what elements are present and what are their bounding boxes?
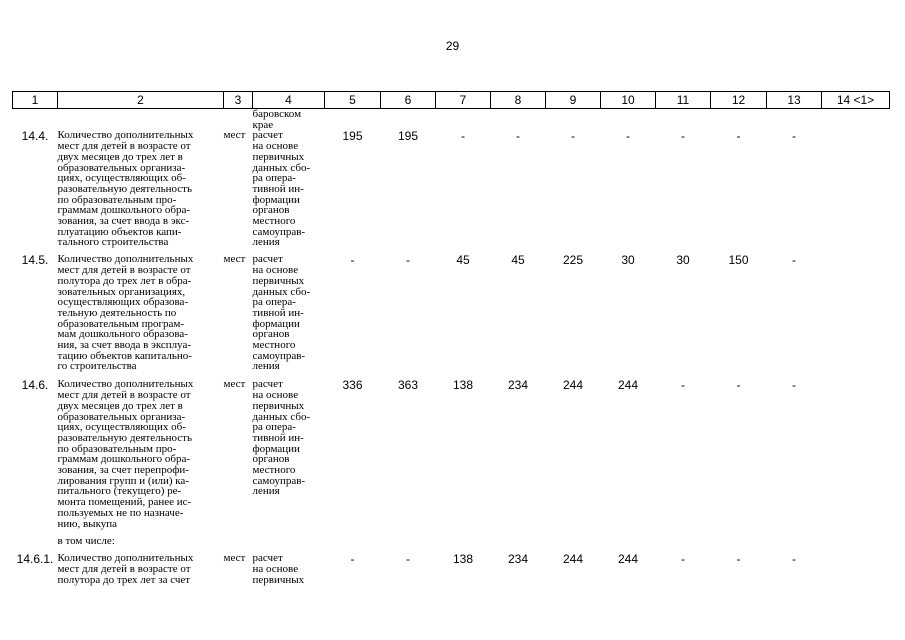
method-cell: расчет на основе первичных xyxy=(252,552,305,586)
column-header: 3 xyxy=(224,92,253,109)
value-cell: 45 xyxy=(511,253,525,268)
method-cell: расчет на основе первичных данных сбо- ра опера- тивной ин- формации органов местного самоуправ- ления xyxy=(252,129,311,249)
unit-cell: мест xyxy=(223,552,246,565)
value-cell: 150 xyxy=(728,253,749,268)
unit-cell: мест xyxy=(223,253,246,266)
page-number: 29 xyxy=(445,39,460,53)
value-cell: 244 xyxy=(617,378,639,393)
method-cell: расчет на основе первичных данных сбо- ра опера- тивной ин- формации органов местного самоуправ- ления xyxy=(252,253,311,373)
value-cell: - xyxy=(736,378,741,393)
column-header: 1 xyxy=(13,92,58,109)
continuation-row xyxy=(13,109,890,131)
value-cell: - xyxy=(461,129,465,144)
value-cell: - xyxy=(681,129,685,144)
value-cell: - xyxy=(792,253,796,268)
value-cell: 45 xyxy=(456,253,470,268)
value-cell: 244 xyxy=(562,378,584,393)
column-header: 7 xyxy=(436,92,491,109)
unit-cell: мест xyxy=(223,378,246,391)
value-cell: 138 xyxy=(452,378,474,393)
indicator-name: Количество дополнительных мест для детей в возрасте от двух месяцев до трех лет в образовательных организа- циях, осуществляющих об- разовательную деятельность по образовательным про- граммам дошкольного обра- зования, за счет ввода в экс- плуатацию объектов капи- тального строительства xyxy=(57,129,194,249)
value-cell: - xyxy=(681,552,685,567)
value-cell: - xyxy=(792,552,796,567)
column-header: 14 <1> xyxy=(822,92,890,109)
row-id: 14.6. xyxy=(21,378,49,393)
table-row xyxy=(13,379,890,536)
subheading-text: в том числе: xyxy=(57,535,115,548)
indicator-name: Количество дополнительных мест для детей в возрасте от двух месяцев до трех лет в образовательных организа- циях, осуществляющих об- разовательную деятельность по образовательным про- граммам дошкольного обра- зования, за счет перепрофи- лирования групп и (или) ка- питального (текущего) ре- монта помещений, ранее ис- пользуемых не по назначе- нию, выкупа xyxy=(57,378,194,530)
value-cell: - xyxy=(406,552,410,567)
column-header: 13 xyxy=(767,92,822,109)
subheading-row xyxy=(13,536,890,553)
value-cell: - xyxy=(350,552,355,567)
value-cell: 234 xyxy=(507,552,529,567)
value-cell: 234 xyxy=(507,378,529,393)
column-header: 12 xyxy=(711,92,767,109)
value-cell: 195 xyxy=(342,129,363,144)
column-header: 9 xyxy=(546,92,601,109)
table-row xyxy=(13,130,890,254)
value-cell: - xyxy=(571,129,575,144)
value-cell: - xyxy=(792,129,796,144)
value-cell: - xyxy=(681,378,685,393)
indicator-name: Количество дополнительных мест для детей в возрасте от полутора до трех лет за счет xyxy=(57,552,194,586)
value-cell: 363 xyxy=(397,378,419,393)
value-cell: - xyxy=(516,129,520,144)
value-cell: 195 xyxy=(397,129,419,144)
value-cell: 138 xyxy=(452,552,474,567)
value-cell: 244 xyxy=(617,552,639,567)
column-header: 2 xyxy=(58,92,224,109)
value-cell: - xyxy=(736,129,741,144)
value-cell: - xyxy=(406,253,410,268)
value-cell: 30 xyxy=(621,253,635,268)
unit-cell: мест xyxy=(223,129,246,142)
value-cell: 244 xyxy=(562,552,584,567)
row-id: 14.4. xyxy=(21,129,49,144)
column-number-row xyxy=(13,92,890,109)
column-header: 8 xyxy=(491,92,546,109)
method-cell: баровском крае xyxy=(252,108,302,131)
indicators-table xyxy=(12,91,890,593)
value-cell: - xyxy=(736,552,741,567)
table-row xyxy=(13,254,890,379)
value-cell: 336 xyxy=(342,378,363,393)
column-header: 10 xyxy=(601,92,656,109)
table-row xyxy=(13,553,890,593)
column-header: 6 xyxy=(381,92,436,109)
row-id: 14.6.1. xyxy=(16,552,54,567)
method-cell: расчет на основе первичных данных сбо- ра опера- тивной ин- формации органов местного самоуправ- ления xyxy=(252,378,311,498)
value-cell: 30 xyxy=(676,253,690,268)
column-header: 11 xyxy=(656,92,711,109)
column-header: 4 xyxy=(253,92,325,109)
value-cell: 225 xyxy=(562,253,584,268)
value-cell: - xyxy=(792,378,796,393)
value-cell: - xyxy=(626,129,630,144)
indicator-name: Количество дополнительных мест для детей в возрасте от полутора до трех лет в обра- зовательных организациях, осуществляющих образова- тельную деятельность по образовательным програм- мам дошкольного образова- ния, за счет ввода в эксплуа- тацию объектов капитально- го строительства xyxy=(57,253,194,373)
column-header: 5 xyxy=(325,92,381,109)
row-id: 14.5. xyxy=(21,253,49,268)
value-cell: - xyxy=(350,253,355,268)
